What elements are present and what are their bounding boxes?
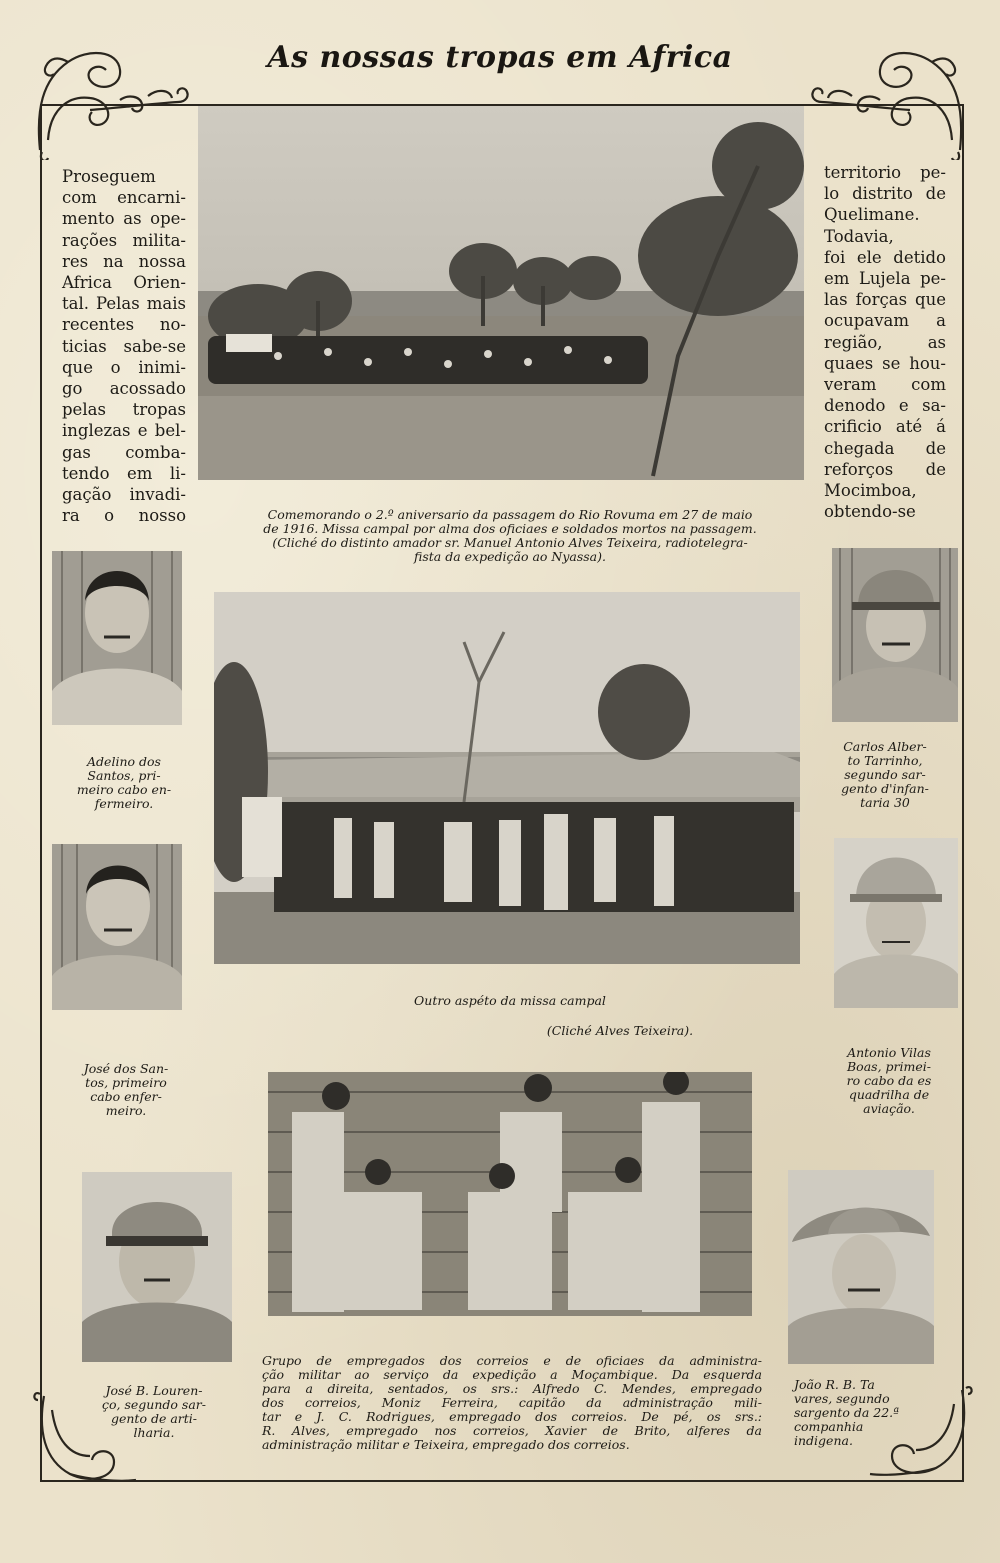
text-line: reforços de xyxy=(824,459,946,479)
caption-line: dos correios, Moniz Ferreira, capitão da administração mili- xyxy=(262,1395,762,1410)
text-line: que o inimi- xyxy=(62,357,186,377)
adelino-santos-caption xyxy=(60,755,188,811)
joao-tavares-caption xyxy=(794,1378,924,1448)
text-line: veram com xyxy=(824,375,946,395)
mass-second-view-caption: Outro aspéto da missa campal xyxy=(414,993,606,1008)
text-line: las forças que xyxy=(824,290,946,310)
caption-line: quadrilha de xyxy=(848,1087,930,1102)
caption-line: taria 30 xyxy=(860,795,910,810)
portrait-jose-santos xyxy=(52,844,182,1010)
caption-line: indigena. xyxy=(794,1433,853,1448)
caption-line: fermeiro. xyxy=(94,796,154,811)
postal-staff-caption xyxy=(262,1354,762,1452)
caption-line: ço, segundo sar- xyxy=(102,1397,206,1412)
text-line: ocupavam a xyxy=(824,311,946,331)
text-line: região, as xyxy=(824,332,946,352)
caption-line: de 1916. Missa campal por alma dos oficiaes e soldados mortos na passagem. xyxy=(263,521,757,536)
text-line: obtendo-se xyxy=(824,502,916,522)
portrait-antonio-vilas-boas xyxy=(834,838,958,1008)
caption-line: José dos San- xyxy=(83,1061,169,1076)
caption-line: tar e J. C. Rodrigues, empregado dos correios. De pé, os srs.: xyxy=(262,1409,762,1424)
portrait-carlos-tarrinho xyxy=(832,548,958,722)
caption-line: aviação. xyxy=(863,1101,915,1116)
text-line: Proseguem xyxy=(62,167,156,186)
text-line: pelas tropas xyxy=(62,400,186,420)
right-article-column xyxy=(824,162,946,522)
caption-line: tos, primeiro xyxy=(85,1075,167,1090)
caption-line: (Cliché do distinto amador sr. Manuel Antonio Alves Teixeira, radiotelegra- xyxy=(272,535,748,550)
caption-line: José B. Louren- xyxy=(105,1383,203,1398)
caption-line: Boas, primei- xyxy=(847,1059,931,1074)
text-line: lo distrito de xyxy=(824,184,946,204)
caption-line: para a direita, sentados, os srs.: Alfredo C. Mendes, empregado xyxy=(262,1381,762,1396)
caption-line: João R. B. Ta xyxy=(794,1377,875,1392)
jose-santos-caption xyxy=(62,1062,190,1118)
text-line: chegada de xyxy=(824,438,946,458)
caption-line: administração militar e Teixeira, empregado dos correios. xyxy=(262,1437,630,1452)
portrait-jose-lourenco xyxy=(82,1172,232,1362)
text-line: territorio pe- xyxy=(824,163,946,182)
caption-line: lharia. xyxy=(133,1425,175,1440)
text-line: gação invadi- xyxy=(62,485,186,505)
caption-line: Grupo de empregados dos correios e de oficiaes da administra- xyxy=(262,1353,762,1368)
caption-line: vares, segundo xyxy=(794,1391,890,1406)
caption-line: gento d'infan- xyxy=(841,781,929,796)
text-line: Quelimane. xyxy=(824,205,920,225)
text-line: Mocimboa, xyxy=(824,481,917,501)
caption-line: sargento da 22.ª xyxy=(794,1405,900,1420)
text-line: com encarni- xyxy=(62,188,186,208)
text-line: gas comba- xyxy=(62,442,186,462)
portrait-adelino-santos xyxy=(52,551,182,725)
caption-line: Santos, pri- xyxy=(87,768,161,783)
page-title: As nossas tropas em Africa xyxy=(267,40,733,75)
mass-second-view-photo xyxy=(214,592,800,964)
text-line: recentes no- xyxy=(62,315,186,335)
portrait-joao-tavares xyxy=(788,1170,934,1364)
text-line: tendo em li- xyxy=(62,463,186,483)
mass-second-view-credit: (Cliché Alves Teixeira). xyxy=(546,1023,694,1038)
text-line: em Lujela pe- xyxy=(824,269,946,289)
caption-line: ro cabo da es xyxy=(846,1073,932,1088)
text-line: quaes se hou- xyxy=(824,353,946,373)
text-line: ra o nosso xyxy=(62,506,186,526)
caption-line: gento de arti- xyxy=(110,1411,198,1426)
field-mass-caption xyxy=(210,508,810,564)
text-line: go acossado xyxy=(62,379,186,399)
caption-line: R. Alves, empregado nos correios, Xavier de Brito, alferes da xyxy=(262,1423,762,1438)
text-line: Todavia, xyxy=(824,226,894,246)
caption-line: Carlos Alber- xyxy=(843,739,927,754)
caption-line: Antonio Vilas xyxy=(847,1045,931,1060)
caption-line: meiro cabo en- xyxy=(76,782,172,797)
caption-line: to Tarrinho, xyxy=(847,753,923,768)
text-line: foi ele detido xyxy=(824,247,946,267)
text-line: inglezas e bel- xyxy=(62,421,186,441)
caption-line: Adelino dos xyxy=(87,754,161,769)
text-line: rações milita- xyxy=(62,230,186,250)
caption-line: ção militar ao serviço da expedição a Moçambique. Da esquerda xyxy=(262,1367,762,1382)
caption-line: cabo enfer- xyxy=(90,1089,162,1104)
text-line: crificio até á xyxy=(824,417,946,437)
text-line: Africa Orien- xyxy=(62,273,186,293)
caption-line: Comemorando o 2.º aniversario da passagem do Rio Rovuma em 27 de maio xyxy=(267,507,753,522)
caption-line: segundo sar- xyxy=(844,767,926,782)
text-line: mento as ope- xyxy=(62,209,186,229)
field-mass-photo xyxy=(198,106,804,480)
postal-staff-group-photo xyxy=(268,1072,752,1316)
caption-line: meiro. xyxy=(105,1103,147,1118)
carlos-tarrinho-caption xyxy=(818,740,952,810)
text-line: denodo e sa- xyxy=(824,396,946,416)
text-line: ticias sabe-se xyxy=(62,336,186,356)
left-article-column xyxy=(62,166,186,526)
jose-lourenco-caption xyxy=(90,1384,218,1440)
text-line: tal. Pelas mais xyxy=(62,294,186,314)
caption-line: companhia xyxy=(794,1419,864,1434)
text-line: res na nossa xyxy=(62,251,186,271)
caption-line: fista da expedição ao Nyassa). xyxy=(414,549,606,564)
antonio-vilas-boas-caption xyxy=(822,1046,956,1116)
